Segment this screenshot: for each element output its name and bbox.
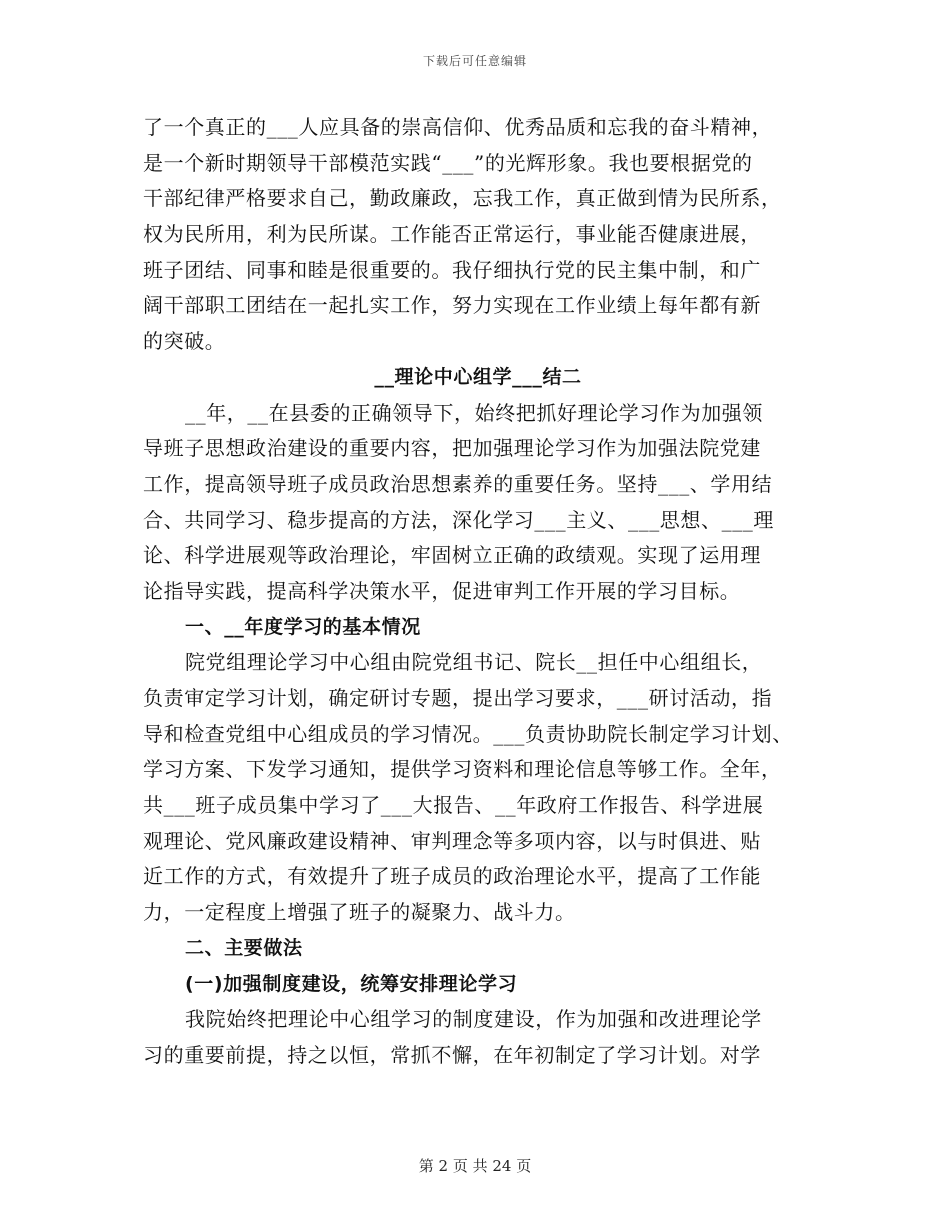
body-line: 习的重要前提，持之以恒，常抓不懈，在年初制定了学习计划。对学 — [143, 1042, 761, 1067]
body-line: 论、科学进展观等政治理论，牢固树立正确的政绩观。实现了运用理 — [143, 543, 761, 568]
body-line: 了一个真正的___人应具备的崇高信仰、优秀品质和忘我的奋斗精神， — [143, 115, 773, 139]
body-line: 学习方案、下发学习通知，提供学习资料和理论信息等够工作。全年， — [143, 757, 782, 782]
body-line: 是一个新时期领导干部模范实践“___”的光辉形象。我也要根据党的 — [143, 150, 753, 175]
subheading-1: (一)加强制度建设，统筹安排理论学习 — [185, 972, 518, 995]
body-line: 阔干部职工团结在一起扎实工作，努力实现在工作业绩上每年都有新 — [143, 293, 761, 318]
body-line: 工作，提高领导班子成员政治思想素养的重要任务。坚持___、学用结 — [143, 471, 773, 496]
body-line: 班子团结、同事和睦是很重要的。我仔细执行党的民主集中制，和广 — [143, 257, 761, 282]
heading-1: 一、__年度学习的基本情况 — [185, 615, 421, 638]
body-line: 观理论、党风廉政建设精神、审判理念等多项内容，以与时俱进、贴 — [143, 828, 761, 853]
document-body — [143, 110, 813, 1074]
section-title: __理论中心组学___结二 — [374, 365, 582, 388]
body-line: 我院始终把理论中心组学习的制度建设，作为加强和改进理论学 — [185, 1007, 762, 1032]
body-line: __年，__在县委的正确领导下，始终把抓好理论学习作为加强领 — [185, 400, 763, 425]
body-line: 近工作的方式，有效提升了班子成员的政治理论水平，提高了工作能 — [143, 864, 761, 889]
body-line: 院党组理论学习中心组由院党组书记、院长__担任中心组组长， — [185, 650, 763, 675]
heading-2: 二、主要做法 — [185, 936, 303, 959]
body-line: 导和检查党组中心组成员的学习情况。___负责协助院长制定学习计划、 — [143, 721, 793, 746]
page-header: 下载后可任意编辑 — [422, 54, 527, 68]
body-line: 合、共同学习、稳步提高的方法，深化学习___主义、___思想、___理 — [143, 507, 774, 532]
body-line: 导班子思想政治建设的重要内容，把加强理论学习作为加强法院党建 — [143, 436, 761, 461]
body-line: 的突破。 — [143, 329, 226, 354]
page-footer: 第 2 页 共 24 页 — [418, 1157, 532, 1175]
body-line: 共___班子成员集中学习了___大报告、__年政府工作报告、科学进展 — [143, 793, 764, 818]
body-line: 论指导实践，提高科学决策水平，促进审判工作开展的学习目标。 — [143, 578, 741, 603]
body-line: 权为民所用，利为民所谋。工作能否正常运行，事业能否健康进展， — [143, 222, 761, 247]
body-line: 干部纪律严格要求自己，勤政廉政，忘我工作，真正做到情为民所系， — [143, 186, 782, 211]
body-line: 负责审定学习计划，确定研讨专题，提出学习要求，___研讨活动，指 — [143, 686, 773, 710]
body-line: 力，一定程度上增强了班子的凝聚力、战斗力。 — [143, 900, 576, 925]
